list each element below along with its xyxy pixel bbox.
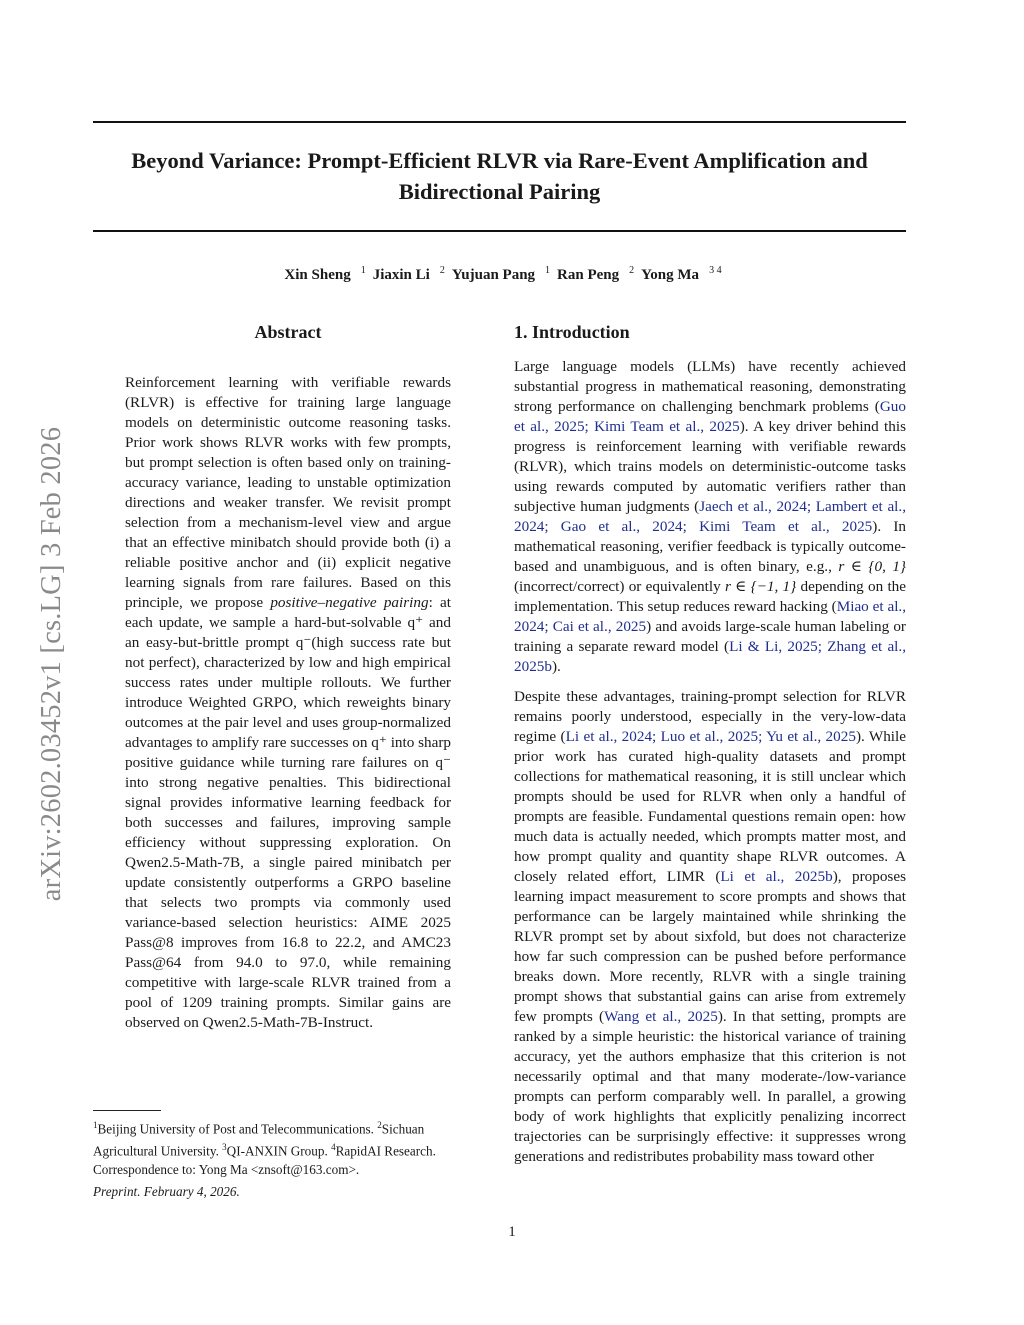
author-affiliation-marker: 2	[629, 265, 635, 276]
footnote-rule	[93, 1110, 161, 1111]
body-text: Despite these advantages, training-prompt selection for RLVR remains poorly understood, especially in the very-low-data regime (	[514, 688, 906, 745]
body-text: ). A key driver behind this progress is reinforcement learning with verifiable rewards (RLVR), which trains models on deterministic-outcome tasks using rewards computed by automatic verifiers rather than subjective human judgments (	[514, 418, 906, 515]
affiliation: Sichuan Agricultural University.	[93, 1121, 425, 1159]
body-text: (incorrect/correct) or equivalently	[514, 578, 725, 595]
intro-paragraph-1	[514, 357, 906, 677]
author	[277, 267, 365, 283]
title-rule-top	[93, 121, 906, 123]
citation-link[interactable]: Li et al., 2024; Luo et al., 2025; Yu et al., 2025	[565, 728, 856, 745]
body-text: ) and avoids large-scale human labeling or training a separate reward model (	[514, 618, 906, 655]
abstract-emphasis: positive–negative pairing	[270, 594, 429, 611]
body-text: ). While prior work has curated high-quality datasets and prompt collections for mathematical reasoning, it is still unclear which prompts should be used for RLVR when only a handful of prompts are feasible. Fundamental questions remain open: how much data is actually needed, which prompts matter most, and how prompt quality and quantity shape RLVR outcomes. A closely related effort, LIMR (	[514, 728, 906, 885]
author-affiliation-marker: 2	[439, 265, 445, 276]
abstract-text-part2: : at each update, we sample a hard-but-solvable q⁺ and an easy-but-brittle prompt q⁻(high success rate but not perfect), characterized by low and high empirical success rates under multiple rollouts. We further introduce Weighted GRPO, which reweights binary outcomes at the pair level and uses group-normalized advantages to amplify rare successes on q⁺ into sharp positive guidance while turning rare failures on q⁻ into strong negative penalties. This bidirectional signal provides informative learning feedback for both successes and failures, improving sample efficiency without suppressing exploration. On Qwen2.5-Math-7B, a single paired minibatch per update consistently outperforms a GRPO baseline that selects two prompts via commonly used variance-based selection heuristics: AIME 2025 Pass@8 improves from 16.8 to 22.2, and AMC23 Pass@64 from 94.0 to 97.0, while remaining competitive with large-scale RLVR trained from a pool of 1209 training prompts. Similar gains are observed on Qwen2.5-Math-7B-Instruct.	[125, 594, 452, 1031]
affiliation: RapidAI Research.	[335, 1143, 436, 1159]
author	[445, 267, 550, 283]
author-name: Yong Ma	[641, 267, 700, 283]
author-name: Jiaxin Li	[372, 267, 430, 283]
intro-paragraph-2	[514, 687, 906, 1187]
arxiv-identifier: arXiv:2602.03452v1 [cs.LG] 3 Feb 2026	[36, 426, 67, 902]
citation-link[interactable]: Li & Li, 2025; Zhang et al., 2025b	[514, 638, 906, 675]
author	[366, 267, 445, 283]
citation-link[interactable]: Jaech et al., 2024; Lambert et al., 2024; Gao et al., 2024; Kimi Team et al., 2025	[514, 498, 906, 535]
citation-link[interactable]: Miao et al., 2024; Cai et al., 2025	[514, 598, 907, 635]
affiliation: Beijing University of Post and Telecommunications.	[97, 1121, 378, 1137]
inline-math: r ∈ {−1, 1}	[724, 578, 797, 595]
author-list	[93, 265, 906, 284]
affiliation: QI-ANXIN Group.	[226, 1143, 332, 1159]
body-text: ). In mathematical reasoning, verifier feedback is typically outcome-based and unambiguous, and is often binary, e.g.,	[514, 518, 906, 575]
body-text: depending on the implementation. This setup reduces reward hacking (	[514, 578, 906, 615]
author-name: Xin Sheng	[284, 267, 351, 283]
author	[634, 267, 721, 283]
inline-math: r ∈ {0, 1}	[838, 558, 906, 575]
body-text: ), proposes learning impact measurement to score prompts and shows that performance can be largely maintained while shrinking the RLVR prompt set by about sixfold, but does not characterize how far such compression can be pushed before performance breaks down. More recently, RLVR with a single training prompt shows that substantial gains can arise from extremely few prompts (	[514, 868, 906, 1025]
section-heading-introduction: 1. Introduction	[514, 322, 630, 342]
abstract-heading: Abstract	[254, 322, 322, 342]
author-affiliation-marker: 3 4	[709, 265, 722, 276]
abstract-text	[125, 373, 451, 1033]
paper-title: Beyond Variance: Prompt-Efficient RLVR via Rare-Event Amplification and Bidirectional Pairing	[131, 148, 868, 204]
author	[550, 267, 634, 283]
footnote-marker: 1	[93, 1120, 98, 1130]
author-name: Yujuan Pang	[451, 267, 536, 283]
page-number: 1	[508, 1224, 516, 1240]
footnote-marker: 3	[222, 1142, 227, 1153]
preprint-date: Preprint. February 4, 2026.	[93, 1184, 240, 1199]
body-text: Large language models (LLMs) have recently achieved substantial progress in mathematical reasoning, demonstrating strong performance on challenging benchmark problems (	[514, 358, 906, 415]
abstract-text-part1: Reinforcement learning with verifiable rewards (RLVR) is effective for training large language models on deterministic outcome reasoning tasks. Prior work shows RLVR works with few prompts, but prompt selection is often based only on training-accuracy variance, leading to unstable optimization directions and weaker transfer. We revisit prompt selection from a mechanism-level view and argue that an effective minibatch should provide both (i) a reliable positive anchor and (ii) explicit negative learning signals from rare failures. Based on this principle, we propose	[125, 374, 451, 611]
footnote-marker: 2	[377, 1120, 382, 1130]
body-text: ). In that setting, prompts are ranked by a simple heuristic: the historical variance of training accuracy, yet the authors emphasize that this criterion is not necessarily optimal and that many moderate-/low-variance prompts can perform comparably well. In parallel, a growing body of work highlights that explicitly penalizing incorrect trajectories can be surprisingly effective: it suppresses wrong generations and redistributes probability mass toward other	[514, 1008, 906, 1165]
affiliation-footnote	[93, 1116, 488, 1179]
author-affiliation-marker: 1	[545, 265, 551, 276]
author-name: Ran Peng	[557, 267, 620, 283]
citation-link[interactable]: Wang et al., 2025	[604, 1008, 718, 1025]
correspondence: Correspondence to: Yong Ma <znsoft@163.com>.	[93, 1161, 360, 1177]
author-affiliation-marker: 1	[360, 265, 366, 276]
title-rule-bottom	[93, 230, 906, 232]
footnote-marker: 4	[331, 1142, 336, 1153]
body-text: ).	[551, 658, 561, 675]
citation-link[interactable]: Li et al., 2025b	[720, 868, 833, 885]
citation-link[interactable]: Guo et al., 2025; Kimi Team et al., 2025	[514, 398, 906, 435]
